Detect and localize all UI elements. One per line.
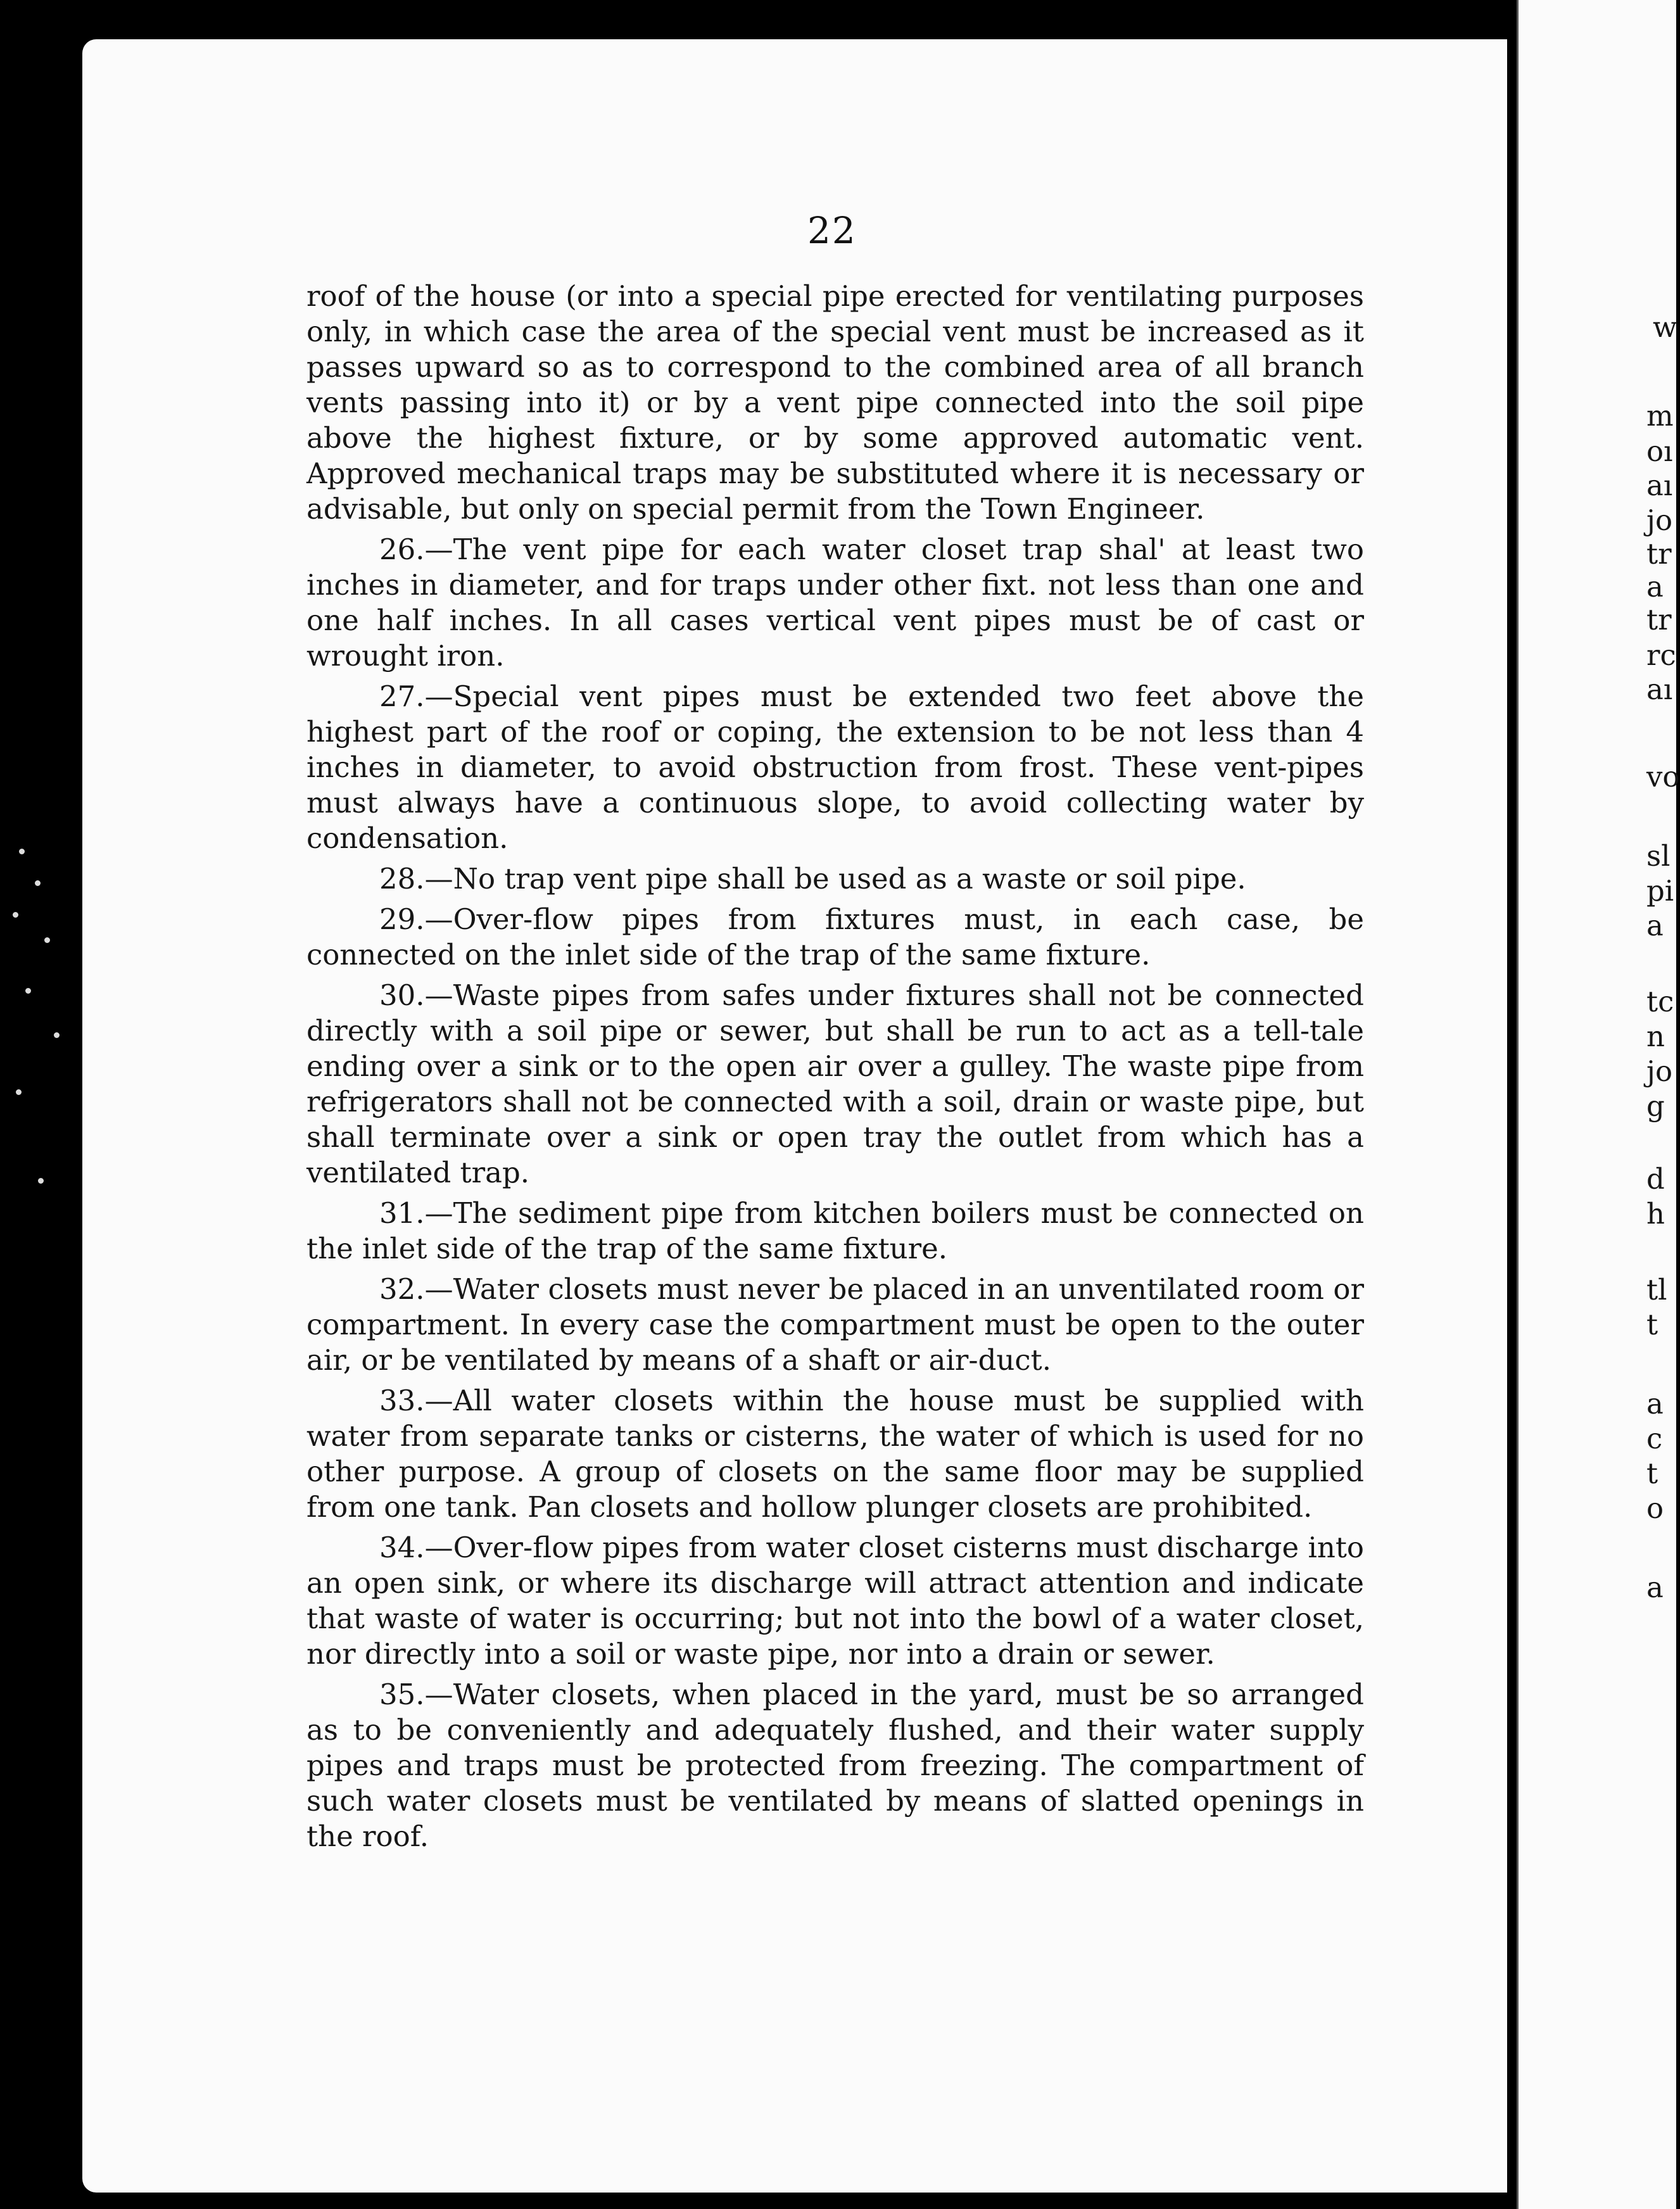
paragraph-29: 29.—Over-flow pipes from fixtures must, in each case, be connected on the inlet side of the trap of the same fixture. (306, 902, 1364, 972)
paragraph-30: 30.—Waste pipes from safes under fixtures shall not be connected directly with a soil pipe or sewer, but shall be run to act as a tell-tale ending over a sink or to the open air over a gulley. The waste pipe from refrigerators shall not be connected with a soil, drain or waste pipe, but shall terminate over a sink or open tray the outlet from which has a ventilated trap. (306, 978, 1364, 1189)
facing-fragment: h (1646, 1197, 1665, 1231)
facing-fragment: a (1646, 1571, 1664, 1604)
facing-fragment: jo (1646, 503, 1673, 537)
facing-fragment: d (1646, 1162, 1665, 1196)
facing-fragment: aı (1646, 673, 1673, 706)
paragraph-27: 27.—Special vent pipes must be extended two feet above the highest part of the roof or coping, the extension to be not less than 4 inches in diameter, to avoid obstruction from frost. These vent-pipes must always have a continuous slope, to avoid collecting water by condensation. (306, 680, 1364, 855)
facing-fragment: c (1646, 1422, 1663, 1455)
paragraph-28: 28.—No trap vent pipe shall be used as a waste or soil pipe. (379, 862, 1246, 896)
paragraph-continuation: roof of the house (or into a special pipe erected for ventilating purposes only, in which case the area of the special vent must be increased as it passes upward so as to correspond to the combined area of all branch vents passing into it) or by a vent pipe connected into the soil pipe above the highest fixture, or by some approved automatic vent. Approved mechanical traps may be substituted where it is necessary or advisable, but only on special permit from the Town Engineer. (306, 279, 1364, 526)
facing-fragment: g (1646, 1089, 1665, 1123)
facing-fragment: o (1646, 1491, 1664, 1525)
facing-fragment: a (1646, 1387, 1664, 1421)
facing-fragment: a (1646, 570, 1664, 604)
facing-fragment: vo (1646, 760, 1680, 794)
facing-fragment: sl (1646, 839, 1671, 873)
facing-fragment: a (1646, 909, 1664, 942)
scan-noise (0, 823, 82, 1267)
facing-fragment: rc (1646, 638, 1676, 672)
facing-fragment: n (1646, 1020, 1665, 1053)
paragraph-26: 26.—The vent pipe for each water closet trap shal' at least two inches in diameter, and for traps under other fixt. not less than one and one half inches. In all cases vertical vent pipes must be of cast or wrought iron. (306, 533, 1364, 673)
paragraph-31: 31.—The sediment pipe from kitchen boilers must be connected on the inlet side of the trap of the same fixture. (306, 1196, 1364, 1265)
facing-fragment: t (1646, 1457, 1658, 1490)
facing-fragment: aı (1646, 469, 1673, 502)
facing-fragment: t (1646, 1308, 1658, 1341)
facing-fragment: pi (1646, 874, 1674, 908)
paragraph-32: 32.—Water closets must never be placed in an unventilated room or compartment. In every case the compartment must be open to the outer air, or be ventilated by means of a shaft or air-duct. (306, 1272, 1364, 1377)
facing-fragment: tr (1646, 537, 1672, 571)
paragraph-34: 34.—Over-flow pipes from water closet cisterns must discharge into an open sink, or where its discharge will attract attention and indicate that waste of water is occurring; but not into the bowl of a water closet, nor directly into a soil or waste pipe, nor into a drain or sewer. (306, 1531, 1364, 1671)
paragraph-35: 35.—Water closets, when placed in the yard, must be so arranged as to be conveniently and adequately flushed, and their water supply pipes and traps must be protected from freezing. The compartment of such water closets must be ventilated by means of slatted openings in the roof. (306, 1678, 1364, 1853)
facing-fragment: tc (1646, 985, 1674, 1018)
document-body (306, 279, 1364, 1859)
facing-fragment: jo (1646, 1054, 1673, 1088)
page-number: 22 (807, 209, 857, 252)
facing-fragment: m (1646, 399, 1674, 433)
paragraph-33: 33.—All water closets within the house must be supplied with water from separate tanks or cisterns, the water of which is used for no other purpose. A group of closets on the same floor may be supplied from one tank. Pan closets and hollow plunger closets are prohibited. (306, 1384, 1364, 1524)
facing-fragment: w (1653, 310, 1677, 344)
facing-fragment: tl (1646, 1273, 1667, 1307)
facing-fragment: oı (1646, 434, 1673, 468)
facing-fragment: tr (1646, 603, 1672, 636)
